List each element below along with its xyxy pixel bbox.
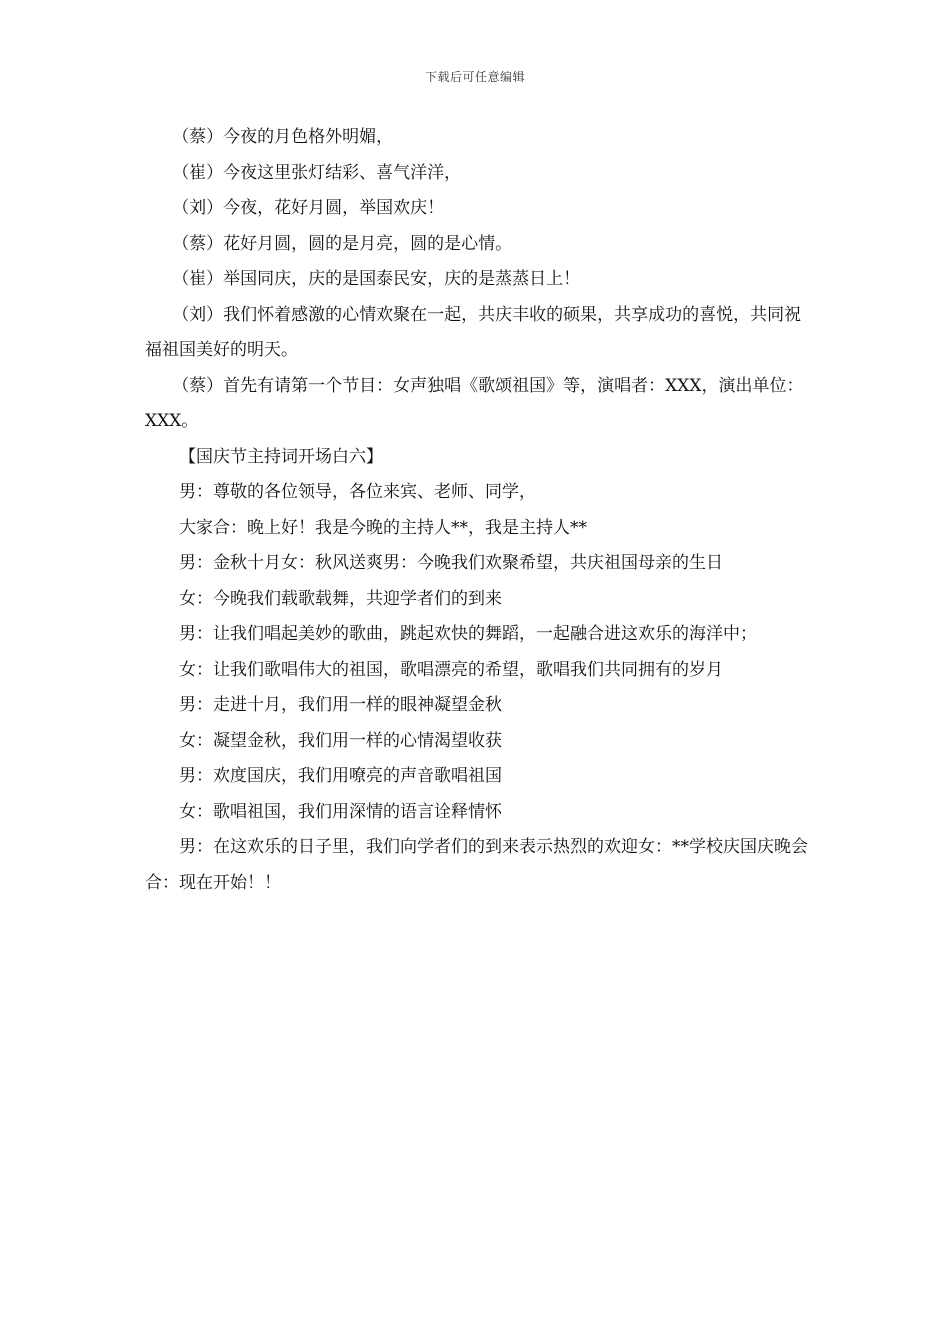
paragraph: 女：歌唱祖国，我们用深情的语言诠释情怀 — [179, 801, 502, 822]
paragraph: （刘）今夜，花好月圆，举国欢庆！ — [172, 198, 445, 218]
paragraph: 女：今晚我们载歌载舞，共迎学者们的到来 — [179, 588, 502, 609]
paragraph: （蔡）花好月圆，圆的是月亮，圆的是心情。 — [172, 233, 513, 254]
paragraph: 女：让我们歌唱伟大的祖国，歌唱漂亮的希望，歌唱我们共同拥有的岁月 — [179, 659, 723, 680]
paragraph: 男：金秋十月女：秋风送爽男：今晚我们欢聚希望，共庆祖国母亲的生日 — [179, 553, 723, 573]
paragraph: 男：在这欢乐的日子里，我们向学者们的到来表示热烈的欢迎女：**学校庆国庆晚会合：现在开始！！ — [145, 837, 808, 893]
paragraph: 男：欢度国庆，我们用嘹亮的声音歌唱祖国 — [179, 766, 502, 786]
paragraph: （蔡）首先有请第一个节目：女声独唱《歌颂祖国》等，演唱者：XXX，演出单位：XXX。 — [145, 375, 804, 431]
paragraph: 男：走进十月，我们用一样的眼神凝望金秋 — [179, 695, 502, 715]
paragraph: （崔）今夜这里张灯结彩、喜气洋洋， — [172, 162, 462, 183]
section-heading: 【国庆节主持词开场白六】 — [179, 446, 383, 467]
paragraph: （蔡）今夜的月色格外明媚， — [172, 127, 394, 147]
paragraph: （刘）我们怀着感激的心情欢聚在一起，共庆丰收的硕果，共享成功的喜悦，共同祝福祖国美好的明天。 — [145, 304, 802, 360]
paragraph: 男：让我们唱起美妙的歌曲，跳起欢快的舞蹈，一起融合进这欢乐的海洋中； — [179, 624, 757, 644]
paragraph: 女：凝望金秋，我们用一样的心情渴望收获 — [179, 730, 502, 751]
paragraph: 男：尊敬的各位领导，各位来宾、老师、同学， — [179, 482, 536, 502]
paragraph: 大家合：晚上好！我是今晚的主持人**，我是主持人** — [179, 517, 587, 538]
paragraph: （崔）举国同庆，庆的是国泰民安，庆的是蒸蒸日上！ — [172, 269, 581, 289]
page-header-note: 下载后可任意编辑 — [424, 70, 525, 84]
document-body — [145, 120, 815, 901]
